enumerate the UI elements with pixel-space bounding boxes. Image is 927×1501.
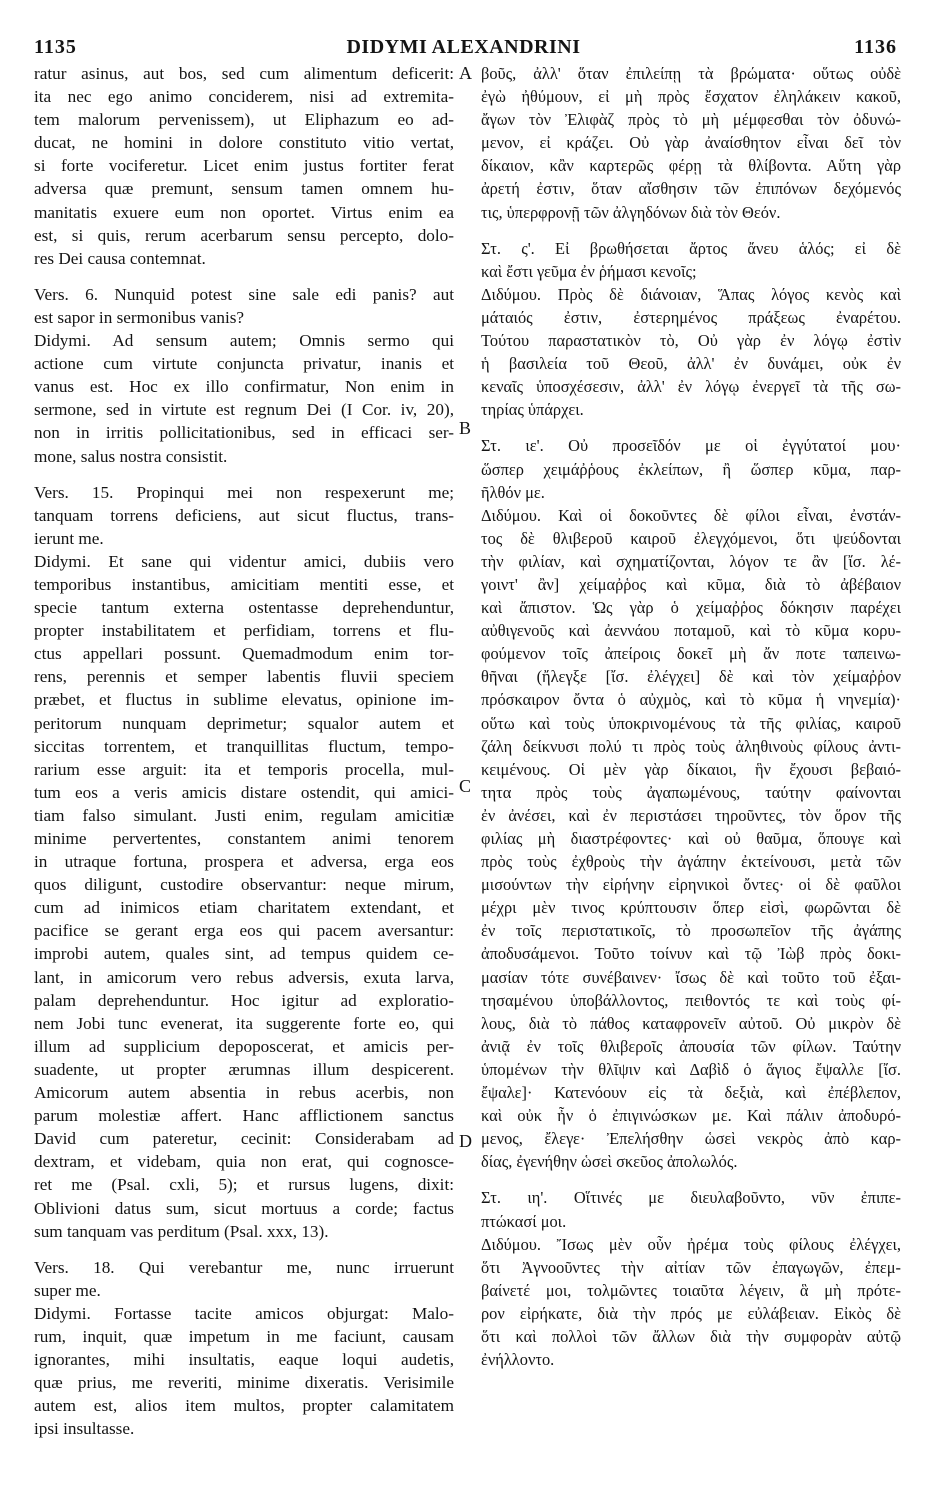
right-text-line: ζάλη δείκνυσι πολύ τι πρὸς τοὺς ἀληθινοὺς φίλους ἀντι- bbox=[481, 736, 901, 756]
left-text-line: peritorum nunquam deprimetur; squalor autem et bbox=[34, 713, 454, 733]
right-text-line: πρὸς τοὺς ἐχθροὺς τὴν ἀγάπην ἐκτείνουσι, μετὰ τῶν bbox=[481, 852, 901, 872]
left-text-line: super me. bbox=[34, 1280, 101, 1300]
left-text-line: est, si quis, rerum acerbarum sensu percepto, dolo- bbox=[34, 225, 454, 245]
left-text-line: non in irritis pollicitationibus, sed in efficaci ser- bbox=[34, 423, 454, 443]
left-text-line: propter instabilitatem et perfidiam, torrens et flu- bbox=[34, 621, 454, 641]
left-text-line: David cum pateretur, cecinit: Considerabam ad bbox=[34, 1129, 454, 1149]
left-text-line: cum ad inimicos etiam charitatem extendant, et bbox=[34, 898, 454, 918]
section-gap bbox=[481, 224, 901, 237]
left-text-line: rum, inquit, quæ impetum in me faciunt, causam bbox=[34, 1326, 454, 1346]
left-text-line: sum tanquam vas perditum (Psal. xxx, 13). bbox=[34, 1221, 329, 1241]
right-text-line: ἔψαλε]· Κατενόουν εἰς τὰ δεξιὰ, καὶ ἐπέβλεπον, bbox=[481, 1083, 901, 1103]
section-gap bbox=[34, 270, 454, 283]
right-text-line: ἀποδυσάμενοι. Τοῦτο τοίνυν καὶ τῷ Ἰὼβ πρὸς δοκι- bbox=[481, 944, 901, 964]
right-text-line: ὅτι καὶ πολλοὶ τῶν ἄλλων διὰ τὴν συμφορὰν αὐτῷ bbox=[481, 1326, 901, 1346]
right-text-line: τησαμένου ὑποβάλλοντος, πειθοντός τε καὶ τοὺς φί- bbox=[481, 990, 901, 1010]
left-text-line: nem Jobi tunc evenerat, ita suggerente forte eo, qui bbox=[34, 1013, 454, 1033]
left-text-line: Vers. 6. Nunquid potest sine sale edi panis? aut bbox=[34, 284, 454, 304]
left-text-line: in utraque fortuna, prospera et adversa, erga eos bbox=[34, 852, 454, 872]
left-text-line: tiam falso simulant. Justi enim, regulam amicitiæ bbox=[34, 805, 454, 825]
left-text-line: quos diligunt, custodire observantur: neque mirum, bbox=[34, 875, 454, 895]
right-text-line: μέχρι μὲν τινος κρύπτουσιν ὅπερ εἰσὶ, φωρῶνται δὲ bbox=[481, 898, 901, 918]
right-text-line: θῆναι (ἤλεγξε [ἴσ. ἐλέγχει] δὲ καὶ τὸν χείμαῤῥον bbox=[481, 667, 901, 687]
left-text-line: parum molestiæ affert. Hanc afflictionem sanctus bbox=[34, 1106, 454, 1126]
left-text-line: minime pervertentes, constantem animi tenorem bbox=[34, 829, 454, 848]
right-text-line: ἀρετή ἐστιν, ὅταν αἴσθησιν τῶν ἐπιπόνων δεχόμενός bbox=[481, 179, 901, 199]
left-text-line: actione cum virtute conjuncta privatur, inanis et bbox=[34, 354, 454, 374]
left-text-line: rens, perennis et semper labentis fluvii speciem bbox=[34, 667, 454, 687]
right-text-line: φούμενον τοῖς ἀπείροις δοκεῖ μὴ ἄν ποτε ταπεινω- bbox=[481, 644, 901, 664]
right-text-line: ὅτι Ἀγνοοῦντες τὴν αἰτίαν τῶν ἐπαγωγῶν, ἐπεμ- bbox=[481, 1257, 901, 1277]
right-text-line: ἄγων τὸν Ἐλιφὰζ πρὸς τὸ μὴ μέμφεσθαι τὸν ὀδυνώ- bbox=[481, 110, 901, 130]
right-text-line: κεναῖς ὑποσχέσεσιν, ἀλλ' ἐν λόγῳ ἐνεργεῖ τὰ τῆς σω- bbox=[481, 377, 901, 397]
left-text-line: autem est, alios item multos, propter calamitatem bbox=[34, 1396, 454, 1416]
left-text-line: dextram, et videbam, quia non erat, qui cognosce- bbox=[34, 1152, 454, 1172]
left-text-line: Didymi. Fortasse tacite amicos objurgat: Malo- bbox=[34, 1303, 454, 1323]
right-text-line: αὐθιγενοῦς καὶ ἀεννάου ποταμοῦ, καὶ τὸ κῦμα κορυ- bbox=[481, 621, 901, 641]
left-text-line: lant, in amicorum vero rebus adversis, exuta larva, bbox=[34, 967, 454, 987]
right-text-line: Διδύμου. Ἴσως μὲν οὖν ἠρέμα τοὺς φίλους ἐλέγχει, bbox=[481, 1234, 901, 1254]
right-text-line: μενον, εἰ κράζει. Οὐ γὰρ ἀναίσθητον εἶναι δεῖ τὸν bbox=[481, 133, 901, 153]
left-text-line: ita nec ego animo conciderem, nisi ad extremita- bbox=[34, 87, 454, 107]
left-text-line: præbet, et fluctus in sublime elevatus, opinione im- bbox=[34, 690, 454, 710]
left-text-line: Oblivioni datus sum, sicut mortuus a corde; factus bbox=[34, 1198, 454, 1218]
right-text-line: καὶ ἄπιστον. Ὡς γὰρ ὁ χείμαῤῥος δόκησιν παρέχει bbox=[481, 598, 901, 618]
left-text-line: rarium esse arguit: ita et temporis procella, mul- bbox=[34, 759, 454, 779]
left-text-line: vanus est. Hoc ex illo confirmatur, Non enim in bbox=[34, 377, 454, 397]
margin-letter-c: C bbox=[459, 776, 472, 796]
left-text-line: ctus appellari possunt. Quemadmodum enim tor- bbox=[34, 644, 454, 664]
left-text-line: Didymi. Et sane qui videntur amici, dubiis vero bbox=[34, 551, 454, 571]
left-text-line: Vers. 18. Qui verebantur me, nunc irruerunt bbox=[34, 1257, 454, 1277]
left-text-line: res Dei causa contemnat. bbox=[34, 248, 206, 268]
right-text-line: βοῦς, ἀλλ' ὅταν ἐπιλείπῃ τὰ βρώματα· οὕτως οὐδὲ bbox=[481, 64, 901, 83]
right-text-line: ἐνήλλοντο. bbox=[481, 1350, 555, 1370]
left-text-line: pacifice se gerant erga eos qui pacem aversantur: bbox=[34, 921, 454, 941]
margin-letter-b: B bbox=[459, 418, 472, 438]
right-text-line: φιλίας μὴ διαστρέφοντες· καὶ οὐ θαῦμα, ὅπουγε καὶ bbox=[481, 829, 901, 848]
right-text-line: Διδύμου. Πρὸς δὲ διάνοιαν, Ἅπας λόγος κενὸς καὶ bbox=[481, 284, 901, 304]
right-text-line: τις, ὑπερφρονῇ τῶν ἀλγηδόνων διὰ τὸν Θεόν. bbox=[481, 202, 781, 222]
left-text-line: tum eos a veris amicis distare ostendit, qui amici- bbox=[34, 782, 454, 802]
left-text-line: palam deprehenduntur. Hoc igitur ad exploratio- bbox=[34, 990, 454, 1010]
right-text-line: κειμένους. Οἱ μὲν γὰρ δίκαιοι, ἣν ἔχουσι βεβαιό- bbox=[481, 759, 901, 779]
left-text-line: est sapor in sermonibus vanis? bbox=[34, 307, 245, 327]
left-text-line: Amicorum autem absentia in rebus acerbis, non bbox=[34, 1083, 454, 1103]
left-text-line: tanquam torrens deficiens, aut sicut fluctus, trans- bbox=[34, 505, 454, 525]
right-text-line: Τούτου παραστατικὸν τὸ, Οὐ γὰρ ἐν λόγῳ ἐστὶν bbox=[481, 331, 901, 351]
margin-letter-a: A bbox=[459, 63, 472, 83]
left-text-line: si forte vociferetur. Licet enim justus fortiter ferat bbox=[34, 156, 454, 176]
right-text-line: ἀνιᾷ ἐν τοῖς θλιβεροῖς ἀπουσία τῶν φίλων. Ταύτην bbox=[481, 1036, 901, 1056]
right-text-line: οὕτω καὶ τοὺς ὑποκρινομένους τὰ τῆς φιλίας, καιροῦ bbox=[481, 713, 901, 733]
right-text-line: τος δὲ θλιβεροῦ καιροῦ ἐλεγχόμενοι, ὅτι ψεύδονται bbox=[481, 528, 901, 548]
left-text-line: Didymi. Ad sensum autem; Omnis sermo qui bbox=[34, 331, 454, 351]
left-text-line: mone, salus nostra consistit. bbox=[34, 446, 228, 466]
right-text-line: λους, διὰ τὸ πάθος καταφρονεῖν αὐτοῦ. Οὐ μικρὸν δὲ bbox=[481, 1013, 901, 1033]
section-gap bbox=[34, 468, 454, 481]
section-gap bbox=[34, 1243, 454, 1256]
left-text-line: Vers. 15. Propinqui mei non respexerunt me; bbox=[34, 482, 454, 502]
left-text-line: adversa quæ premunt, sensum tamen omnem hu- bbox=[34, 179, 454, 199]
right-text-line: καὶ ἔστι γεῦμα ἐν ῥήμασι κενοῖς; bbox=[481, 261, 697, 281]
right-text-line: μισούντων τὴν εἰρήνην εἰρηνικοὶ ὄντες· οἱ δὲ φαῦλοι bbox=[481, 875, 901, 895]
left-text-line: ducat, ne homini in dolore constituto vitio vertat, bbox=[34, 133, 454, 153]
right-text-line: ρον εἰρήκατε, διὰ τὴν πρός με εὐλάβειαν. Εἰκὸς δὲ bbox=[481, 1303, 901, 1323]
left-text-line: ierunt me. bbox=[34, 528, 104, 548]
right-text-line: καὶ οὐκ ἦν ὁ ἐπιγινώσκων με. Καὶ πάλιν ἀποδυρό- bbox=[481, 1106, 901, 1126]
left-text-line: sermone, sed in virtute est regnum Dei (I Cor. iv, 20), bbox=[34, 400, 454, 420]
right-column-number: 1136 bbox=[854, 36, 897, 58]
right-text-line: ἐν ἀνέσει, καὶ ἐν περιστάσει τηροῦντες, τὸν ὅρον τῆς bbox=[481, 805, 901, 825]
right-text-line: Στ. ς'. Εἰ βρωθήσεται ἄρτος ἄνευ ἁλός; εἰ δὲ bbox=[481, 238, 901, 258]
left-text-line: quæ prius, me reveriti, minime dixeratis. Verisimile bbox=[34, 1373, 454, 1393]
left-column-number: 1135 bbox=[34, 36, 77, 58]
margin-letter-d: D bbox=[459, 1131, 472, 1151]
left-text-line: ratur asinus, aut bos, sed cum alimentum deficerit: bbox=[34, 64, 454, 83]
right-text-line: βαίνετέ μοι, τολμῶντες τοιαῦτα λέγειν, ἃ μὴ πρότε- bbox=[481, 1280, 901, 1300]
left-text-line: specie tantum externa ostentasse deprehenduntur, bbox=[34, 598, 454, 618]
right-text-line: Στ. ιε'. Οὐ προσεῖδόν με οἱ ἐγγύτατοί μου· bbox=[481, 436, 901, 456]
right-text-line: τητα πρὸς τοὺς ἀγαπωμένους, ταύτην φαίνονται bbox=[481, 782, 901, 802]
right-text-line: τηρίας ὑπάρχει. bbox=[481, 400, 584, 420]
page-header bbox=[0, 0, 927, 60]
left-text-line: suadente, ut propter ærumnas illum despicerent. bbox=[34, 1059, 454, 1079]
left-text-line: illum ad supplicium depoposcerat, et amicis per- bbox=[34, 1036, 454, 1056]
right-text-line: μάταιός ἐστιν, ἐστερημένος πράξεως ἐναρέτου. bbox=[481, 307, 901, 327]
right-text-line: Διδύμου. Καὶ οἱ δοκοῦντες δὲ φίλοι εἶναι, ἐνστάν- bbox=[481, 505, 901, 525]
left-text-line: ignorantes, mihi insultatis, eaque loqui audetis, bbox=[34, 1350, 454, 1370]
right-text-line: γοιντ' ἂν] χείμαῤῥος καὶ κῦμα, διὰ τὸ ἀβέβαιον bbox=[481, 574, 901, 594]
section-gap bbox=[481, 421, 901, 434]
right-text-line: ἐγὼ ἠθύμουν, εἰ μὴ πρὸς ἔσχατον ἐληλάκειν κακοῦ, bbox=[481, 87, 901, 107]
latin-column bbox=[34, 62, 454, 1440]
right-text-line: ἡ βασιλεία τοῦ Θεοῦ, ἀλλ' ἐν δυνάμει, οὐκ ἐν bbox=[481, 354, 901, 374]
left-text-line: tem malorum pervenissem), ut Eliphazum eo ad- bbox=[34, 110, 454, 130]
greek-column bbox=[481, 62, 901, 1371]
left-text-line: temporibus instantibus, amicitiam mentiti esse, et bbox=[34, 574, 454, 594]
left-text-line: ret me (Psal. cxli, 5); et rursus lugens, dixit: bbox=[34, 1175, 454, 1195]
right-text-line: μασίαν τότε συνέβαινεν· ἴσως δὲ καὶ τοῦτο τοῦ ἐξαι- bbox=[481, 967, 901, 987]
right-text-line: δίας, ἐγενήθην ὡσεὶ σκεῦος ἀπολωλός. bbox=[481, 1152, 738, 1172]
left-text-line: ipsi insultasse. bbox=[34, 1419, 135, 1439]
right-text-line: πρόσκαιρον ὄντα ὁ αὐχμὸς, καὶ τὸ κῦμα ἡ νηνεμία)· bbox=[481, 690, 901, 710]
left-text-line: manitatis exuere eum non oportet. Virtus enim ea bbox=[34, 202, 454, 222]
right-text-line: μενος, ἔλεγε· Ἐπελήσθην ὡσεὶ νεκρὸς ἀπὸ καρ- bbox=[481, 1129, 901, 1149]
left-text-line: improbi autem, quales sint, ad tempus quidem ce- bbox=[34, 944, 454, 964]
right-text-line: δίκαιον, κἂν καρτερῶς φέρῃ τὰ θλίβοντα. Αὕτη γὰρ bbox=[481, 156, 901, 176]
right-text-line: ἐν τοῖς περιστατικοῖς, τὸ προσωπεῖον τῆς ἀγάπης bbox=[481, 921, 901, 941]
right-text-line: ὥσπερ χειμάῤῥους ἐκλείπων, ἢ ὥσπερ κῦμα, παρ- bbox=[481, 459, 901, 479]
right-text-line: Στ. ιη'. Οἵτινές με διευλαβοῦντο, νῦν ἐπιπε- bbox=[481, 1188, 901, 1208]
right-text-line: τὴν φιλίαν, καὶ σχηματίζονται, λόγον τε ἂν [ἴσ. λέ- bbox=[481, 551, 901, 571]
section-gap bbox=[481, 1173, 901, 1186]
left-text-line: siccitas torrentem, et tranquillitas fluctum, tempo- bbox=[34, 736, 454, 756]
running-title: DIDYMI ALEXANDRINI bbox=[346, 36, 581, 58]
right-text-line: ῆλθόν με. bbox=[481, 482, 545, 502]
right-text-line: πτώκασί μοι. bbox=[481, 1211, 567, 1231]
right-text-line: ὑπομένων τὴν θλῖψιν καὶ Δαβὶδ ὁ ἅγιος ἔψαλλε [ἴσ. bbox=[481, 1059, 901, 1079]
